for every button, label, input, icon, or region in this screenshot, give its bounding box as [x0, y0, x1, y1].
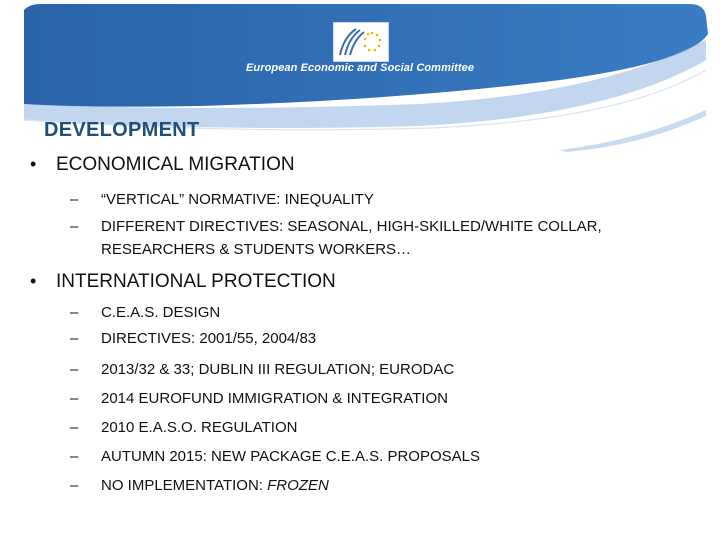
- dash-glyph: –: [70, 390, 79, 407]
- list-item: [70, 416, 297, 439]
- eesc-logo-icon: [334, 23, 388, 61]
- bullet-glyph: •: [30, 271, 37, 291]
- bullet-label: INTERNATIONAL PROTECTION: [56, 271, 336, 292]
- bullet-international-protection: [30, 271, 336, 293]
- dash-glyph: –: [70, 304, 79, 321]
- slide-title: DEVELOPMENT: [44, 119, 200, 141]
- list-item-text: 2010 E.A.S.O. REGULATION: [101, 419, 298, 436]
- dash-glyph: –: [70, 477, 79, 494]
- dash-glyph: –: [70, 330, 79, 347]
- banner-tail: [560, 110, 706, 152]
- dash-glyph: –: [70, 361, 79, 378]
- dash-glyph: –: [70, 191, 79, 208]
- list-item: [70, 301, 220, 324]
- list-item-text: “VERTICAL” NORMATIVE: INEQUALITY: [101, 191, 374, 208]
- eesc-logo: [333, 22, 389, 62]
- list-item-text: AUTUMN 2015: NEW PACKAGE C.E.A.S. PROPOSALS: [101, 448, 480, 465]
- list-item-text: [101, 474, 329, 497]
- list-item: [70, 358, 454, 381]
- dash-glyph: –: [70, 218, 79, 235]
- list-item: [70, 188, 374, 211]
- list-item-text: 2014 EUROFUND IMMIGRATION & INTEGRATION: [101, 390, 448, 407]
- bullet-economical-migration: [30, 154, 295, 176]
- list-item-text-emphasis: FROZEN: [267, 477, 329, 494]
- list-item-text-plain: NO IMPLEMENTATION:: [101, 477, 268, 494]
- list-item-text: DIRECTIVES: 2001/55, 2004/83: [101, 330, 317, 347]
- list-item-text: 2013/32 & 33; DUBLIN III REGULATION; EURODAC: [101, 361, 455, 378]
- list-item-text: C.E.A.S. DESIGN: [101, 304, 221, 321]
- list-item-text: DIFFERENT DIRECTIVES: SEASONAL, HIGH-SKILLED/WHITE COLLAR, RESEARCHERS & STUDENTS WORKERS…: [101, 218, 602, 258]
- bullet-label: ECONOMICAL MIGRATION: [56, 154, 295, 175]
- bullet-glyph: •: [30, 154, 37, 174]
- dash-glyph: –: [70, 419, 79, 436]
- list-item: [70, 474, 329, 497]
- list-item: [70, 387, 448, 410]
- list-item: [70, 445, 480, 468]
- list-item: [70, 215, 670, 261]
- list-item: [70, 327, 316, 350]
- dash-glyph: –: [70, 448, 79, 465]
- organization-name: European Economic and Social Committee: [245, 62, 475, 74]
